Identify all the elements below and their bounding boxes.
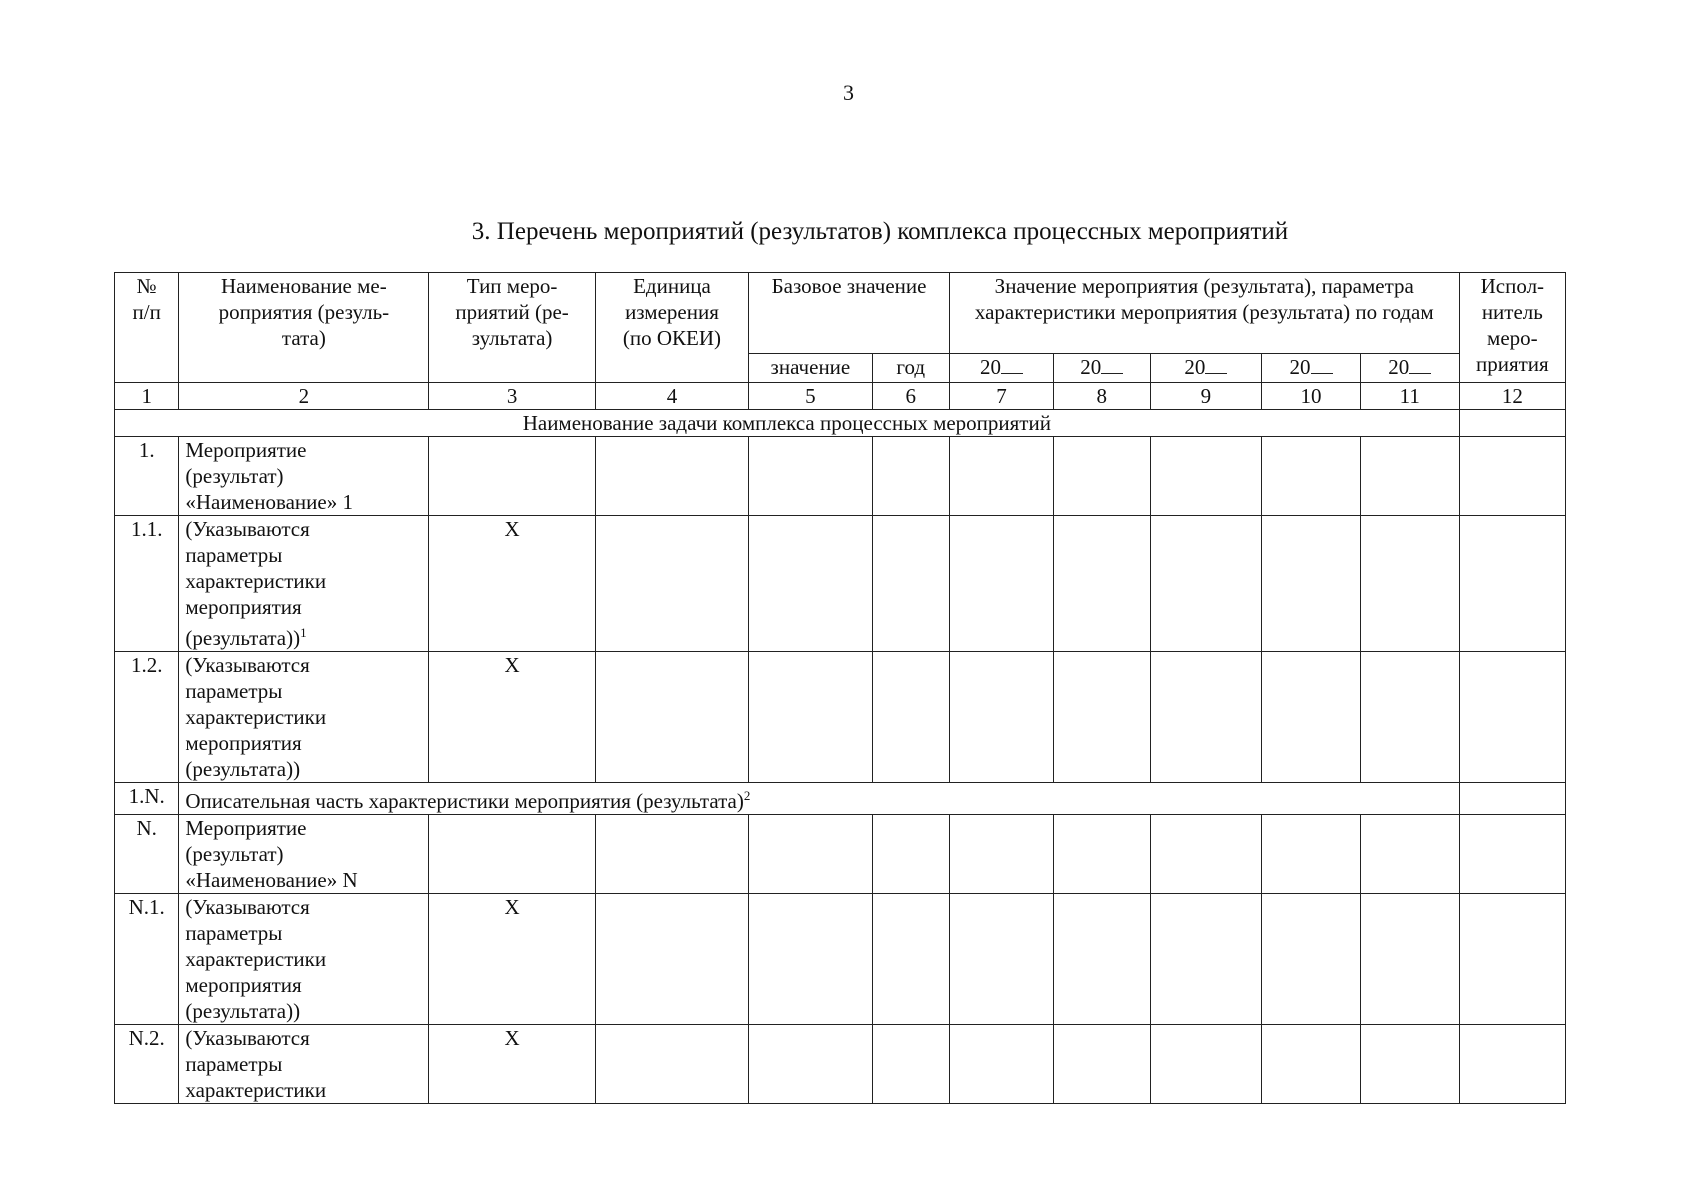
empty-cell	[872, 437, 949, 516]
row-name: Мероприятие (результат) «Наименование» N	[179, 815, 429, 894]
empty-cell	[1053, 437, 1150, 516]
column-number: 2	[179, 383, 429, 410]
table-row	[115, 652, 1566, 783]
row-type: X	[429, 894, 595, 1025]
row-name: Мероприятие (результат) «Наименование» 1	[179, 437, 429, 516]
empty-cell	[949, 516, 1053, 652]
footnote-marker: 2	[743, 788, 751, 803]
table-row	[115, 1025, 1566, 1104]
empty-cell	[949, 652, 1053, 783]
year-prefix: 20	[1388, 355, 1410, 379]
row-type	[429, 437, 595, 516]
empty-cell	[1360, 894, 1459, 1025]
empty-cell	[1262, 516, 1361, 652]
task-title-row: Наименование задачи комплекса процессных мероприятий	[115, 410, 1460, 437]
header-year-1	[949, 354, 1053, 383]
empty-cell	[949, 815, 1053, 894]
empty-cell	[1459, 516, 1565, 652]
header-number: № п/п	[115, 273, 179, 383]
column-number: 6	[872, 383, 949, 410]
table-row	[115, 894, 1566, 1025]
empty-cell	[872, 652, 949, 783]
empty-cell	[1150, 1025, 1262, 1104]
empty-cell	[872, 1025, 949, 1104]
row-name: (Указываются параметры характеристики	[179, 1025, 429, 1104]
header-unit: Единица измерения (по ОКЕИ)	[595, 273, 748, 383]
empty-cell	[1360, 1025, 1459, 1104]
empty-cell	[1262, 437, 1361, 516]
empty-cell	[872, 815, 949, 894]
empty-cell	[595, 894, 748, 1025]
empty-cell	[1053, 516, 1150, 652]
empty-cell	[1150, 815, 1262, 894]
column-number: 8	[1053, 383, 1150, 410]
empty-cell	[1053, 652, 1150, 783]
header-activity-name: Наименование ме- роприятия (резуль- тата)	[179, 273, 429, 383]
activities-table	[114, 272, 1566, 1104]
empty-cell	[872, 894, 949, 1025]
header-year-5	[1360, 354, 1459, 383]
header-base-value: Базовое значение	[749, 273, 950, 354]
table-row	[115, 516, 1566, 652]
empty-cell	[1262, 894, 1361, 1025]
column-number: 7	[949, 383, 1053, 410]
row-name: (Указываются параметры характеристики мероприятия (результата))$^1$	[179, 516, 429, 652]
empty-cell	[749, 1025, 872, 1104]
empty-cell	[1150, 652, 1262, 783]
row-number: N.1.	[115, 894, 179, 1025]
header-year-2	[1053, 354, 1150, 383]
row-number: 1.N.	[115, 783, 179, 815]
year-prefix: 20	[1289, 355, 1311, 379]
header-executor: Испол- нитель меро- приятия	[1459, 273, 1565, 383]
empty-cell	[1150, 894, 1262, 1025]
empty-cell	[749, 437, 872, 516]
column-number: 4	[595, 383, 748, 410]
header-years-group: Значение мероприятия (результата), параметра характеристики мероприятия (результата) по годам	[949, 273, 1459, 354]
row-number: 1.2.	[115, 652, 179, 783]
section-title: 3. Перечень мероприятий (результатов) комплекса процессных мероприятий	[471, 218, 1289, 245]
header-year-4	[1262, 354, 1361, 383]
table-row	[115, 815, 1566, 894]
row-number: N.2.	[115, 1025, 179, 1104]
empty-cell	[949, 1025, 1053, 1104]
row-type: X	[429, 516, 595, 652]
empty-cell	[1360, 652, 1459, 783]
column-number: 5	[749, 383, 872, 410]
column-number: 9	[1150, 383, 1262, 410]
empty-cell	[595, 1025, 748, 1104]
table-row	[115, 783, 1566, 815]
row-name: (Указываются параметры характеристики мероприятия (результата))	[179, 894, 429, 1025]
empty-cell	[1262, 1025, 1361, 1104]
header-base-value-year: год	[872, 354, 949, 383]
page-number: 3	[843, 80, 854, 105]
header-base-value-value: значение	[749, 354, 872, 383]
row-number: 1.1.	[115, 516, 179, 652]
header-year-3	[1150, 354, 1262, 383]
empty-cell	[595, 516, 748, 652]
year-prefix: 20	[1080, 355, 1102, 379]
column-number: 3	[429, 383, 595, 410]
footnote-marker: 1	[300, 625, 307, 640]
empty-cell	[749, 516, 872, 652]
empty-cell	[1360, 516, 1459, 652]
column-number: 12	[1459, 383, 1565, 410]
row-type: X	[429, 652, 595, 783]
row-type: X	[429, 1025, 595, 1104]
empty-cell	[749, 652, 872, 783]
column-number: 11	[1360, 383, 1459, 410]
row-number: 1.	[115, 437, 179, 516]
empty-cell	[749, 894, 872, 1025]
empty-cell	[949, 437, 1053, 516]
row-number: N.	[115, 815, 179, 894]
row-name: Описательная часть характеристики мероприятия (результата)$^2$	[179, 783, 1459, 815]
empty-cell	[1360, 437, 1459, 516]
empty-cell	[1053, 894, 1150, 1025]
empty-cell	[949, 894, 1053, 1025]
empty-cell	[872, 516, 949, 652]
empty-cell	[595, 815, 748, 894]
row-type	[429, 815, 595, 894]
empty-cell	[1262, 652, 1361, 783]
empty-cell	[595, 652, 748, 783]
empty-cell	[1053, 1025, 1150, 1104]
empty-cell	[1459, 652, 1565, 783]
empty-cell	[595, 437, 748, 516]
year-prefix: 20	[979, 355, 1001, 379]
row-name: (Указываются параметры характеристики мероприятия (результата))	[179, 652, 429, 783]
column-number: 1	[115, 383, 179, 410]
column-number: 10	[1262, 383, 1361, 410]
empty-cell	[749, 815, 872, 894]
table-row	[115, 437, 1566, 516]
empty-cell	[1459, 815, 1565, 894]
empty-cell	[1262, 815, 1361, 894]
empty-cell	[1150, 437, 1262, 516]
empty-cell	[1459, 894, 1565, 1025]
empty-cell	[1459, 437, 1565, 516]
empty-cell	[1150, 516, 1262, 652]
empty-cell	[1053, 815, 1150, 894]
table-body	[115, 437, 1566, 1104]
empty-cell	[1459, 1025, 1565, 1104]
year-prefix: 20	[1184, 355, 1206, 379]
header-activity-type: Тип меро- приятий (ре- зультата)	[429, 273, 595, 383]
empty-cell	[1360, 815, 1459, 894]
